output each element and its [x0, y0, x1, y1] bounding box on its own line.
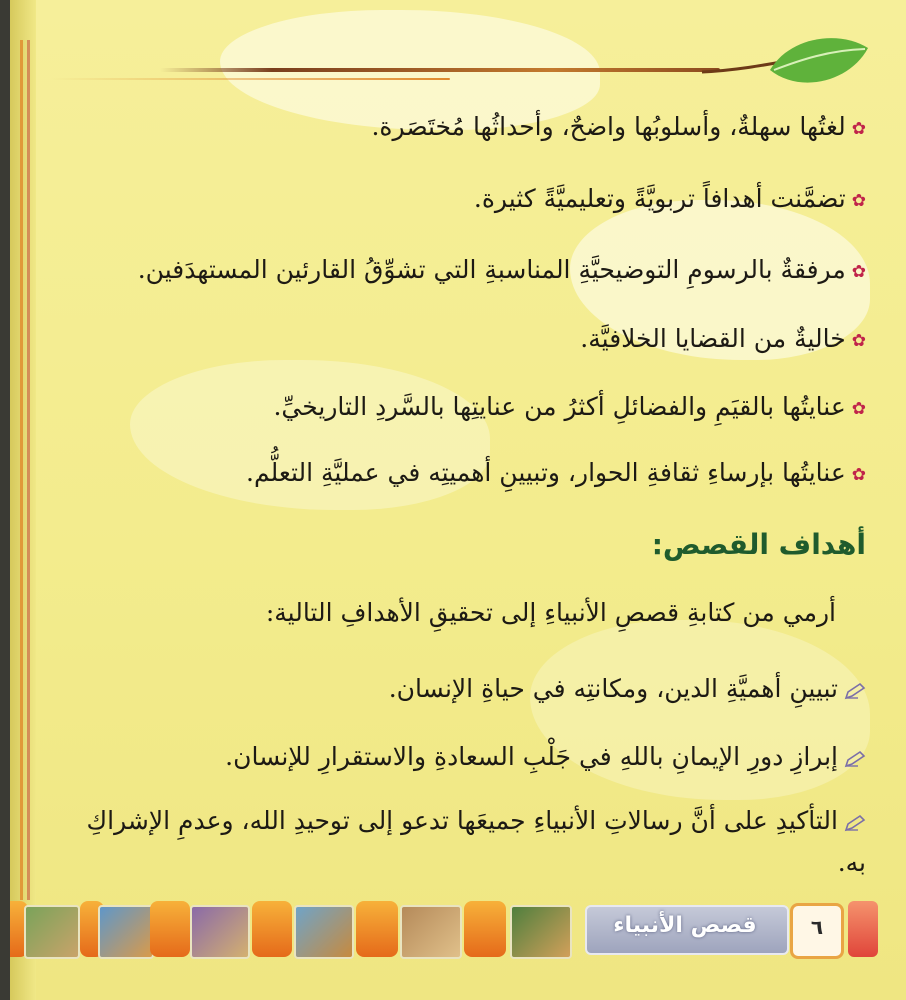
flower-bullet-icon: ✿	[851, 118, 866, 139]
flower-bullet-icon: ✿	[851, 398, 866, 419]
footer-tile	[356, 901, 398, 957]
footer-tile	[252, 901, 292, 957]
pencil-bullet-icon	[844, 750, 866, 768]
book-page	[10, 0, 906, 1000]
feature-item: ✿عنايتُها بإرساءِ ثقافةِ الحوار، وتبيينِ أهميتِه في عمليَّةِ التعلُّم.	[246, 458, 866, 487]
illustration-thumbnail	[400, 905, 462, 959]
flower-bullet-icon: ✿	[851, 464, 866, 485]
pencil-bullet-icon	[844, 814, 866, 832]
flower-bullet-icon: ✿	[851, 330, 866, 351]
goal-item: التأكيدِ على أنَّ رسالاتِ الأنبياءِ جميعَها تدعو إلى توحيدِ الله، وعدمِ الإشراكِ به.	[86, 806, 866, 877]
illustration-thumbnail	[24, 905, 80, 959]
flower-bullet-icon: ✿	[851, 261, 866, 282]
feature-item: ✿لغتُها سهلةٌ، وأسلوبُها واضحٌ، وأحداثُها مُختَصَرة.	[371, 112, 866, 141]
book-title: قصص الأنبياء	[613, 913, 757, 938]
section-heading: أهداف القصص:	[651, 528, 866, 561]
illustration-thumbnail	[294, 905, 354, 959]
feature-item: ✿مرفقةٌ بالرسومِ التوضيحيَّةِ المناسبةِ التي تشوِّقُ القارئين المستهدَفين.	[137, 255, 866, 284]
background-wash	[130, 360, 490, 510]
leaf-icon	[700, 30, 870, 92]
header-rule	[160, 68, 720, 72]
footer-tile	[464, 901, 506, 957]
illustration-thumbnail	[510, 905, 572, 959]
section-intro: أرمي من كتابةِ قصصِ الأنبياءِ إلى تحقيقِ الأهدافِ التالية:	[265, 598, 836, 627]
page-footer	[10, 893, 906, 973]
page-number: ٦	[810, 915, 824, 939]
corner-tab	[848, 901, 878, 957]
spine-stripe	[27, 40, 30, 900]
illustration-thumbnail	[98, 905, 154, 959]
feature-item: ✿تضمَّنت أهدافاً تربويَّةً وتعليميَّةً كثيرة.	[473, 184, 866, 213]
goal-item: إبرازِ دورِ الإيمانِ باللهِ في جَلْبِ السعادةِ والاستقرارِ للإنسان.	[225, 736, 866, 778]
pencil-bullet-icon	[844, 682, 866, 700]
feature-item: ✿خاليةٌ من القضايا الخلافيَّة.	[580, 324, 866, 353]
footer-tile	[150, 901, 190, 957]
illustration-thumbnail	[190, 905, 250, 959]
header-rule	[50, 78, 450, 80]
book-spine	[10, 0, 36, 1000]
feature-item: ✿عنايتُها بالقيَمِ والفضائلِ أكثرُ من عنايتِها بالسَّردِ التاريخيِّ.	[273, 392, 866, 421]
spine-stripe	[20, 40, 23, 900]
flower-bullet-icon: ✿	[851, 190, 866, 211]
goal-item: تبيينِ أهميَّةِ الدين، ومكانتِه في حياةِ الإنسان.	[389, 668, 866, 710]
